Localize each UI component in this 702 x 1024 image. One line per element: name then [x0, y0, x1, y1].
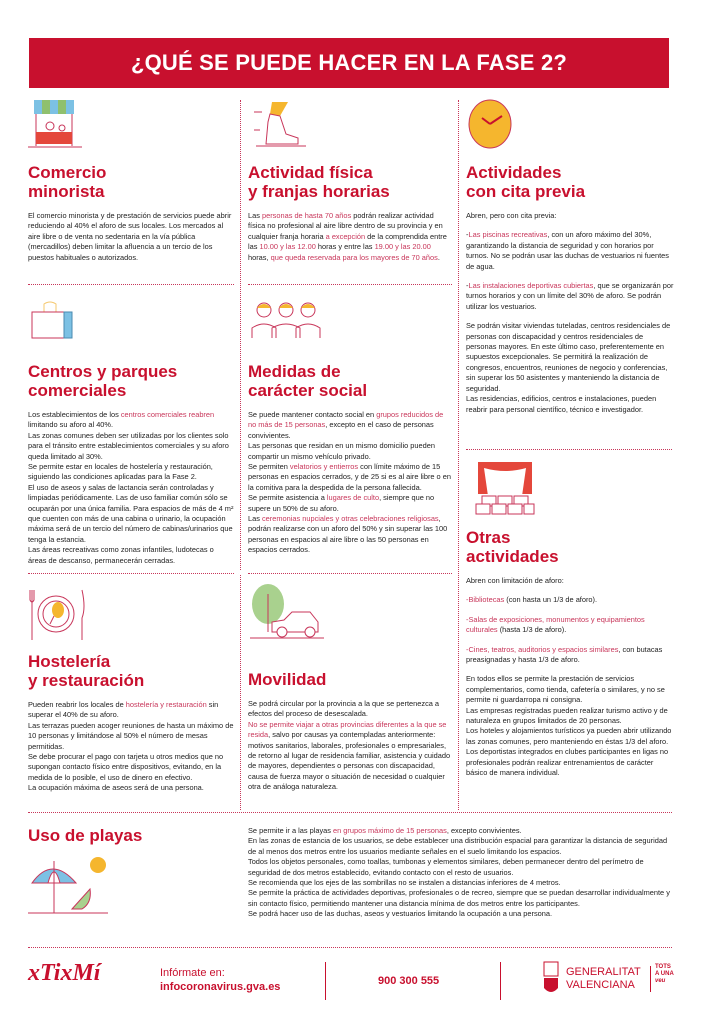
- section-body: Las residencias, edificios, centros e instalaciones, pueden reabrir para personal científico, técnico e investigador.: [466, 394, 657, 414]
- generalitat-logo: GENERALITAT VALENCIANA: [566, 966, 641, 991]
- clock-icon: [466, 98, 516, 150]
- section-title: Actividad física y franjas horarias: [248, 163, 390, 201]
- section-centros-comerciales: [28, 362, 234, 566]
- bullet-salas: -Salas de exposiciones, monumentos y equipamientos culturales (hasta 1/3 de aforo).: [466, 614, 645, 635]
- section-body: Las empresas registradas pueden realizar turismo activo y de naturaleza en grupos limitados de 20 personas.: [466, 705, 668, 726]
- section-title: Uso de playas: [28, 826, 143, 845]
- section-body: En todos ellos se permite la prestación de servicios complementarios, como tienda, cafetería o similares, y no se permite ni guardarropa ni consigna.: [466, 674, 665, 705]
- section-body: En las zonas de estancia de los usuarios, se debe establecer una distribución espacial para garantizar la distancia de seguridad de al menos dos metros entre los usuarios mediante señales en el suelo limitando los espacios.: [248, 836, 668, 856]
- section-body: Los deportistas integrados en clubes participantes en ligas no profesionales podrán realizar entrenamientos de carácter básico de manera individual.: [466, 747, 669, 778]
- section-body: Las áreas recreativas como zonas infantiles, ludotecas o áreas de descanso, permanecerán cerradas.: [28, 545, 214, 565]
- shopping-bag-icon: [30, 300, 74, 340]
- phone-number[interactable]: 900 300 555: [378, 975, 440, 987]
- section-body: Los hoteles y alojamientos turísticos ya pueden abrir utilizando las zonas comunes, pero manteniendo en éstas 1/3 del aforo.: [466, 726, 672, 746]
- xtixmi-logo: xTixMí: [28, 960, 101, 986]
- tots-a-una-veu-logo: TOTS A UNA veu: [655, 964, 674, 984]
- plate-cutlery-icon: [28, 588, 92, 642]
- bullet-piscinas: -Las piscinas recreativas, con un aforo máximo del 30%, garantizando la distancia de seguridad y con horarios por turnos. No se podrán usar las duchas de vestuarios ni fuentes de agua.: [466, 230, 669, 271]
- section-intro: Abren, pero con cita previa:: [466, 211, 557, 220]
- section-movilidad: [248, 670, 452, 793]
- info-link[interactable]: infocoronavirus.gva.es: [160, 981, 281, 993]
- section-body: No se permite viajar a otras provincias diferentes a la que se resida, salvo por causas ya contempladas anteriormente: motivos sanitarios, laborales, profesionales o empresariales, de retorno al lugar de residencia familiar, asistencia y cuidado de mayores, dependientes o personas con discapacidad, causa de fuerza mayor o situación de necesidad o cualquier otra de análoga naturaleza.: [248, 719, 451, 792]
- section-title: Actividades con cita previa: [466, 163, 586, 201]
- section-body: Las terrazas pueden acoger reuniones de hasta un máximo de 10 personas y limitándose al 50% el número de mesas permitidas.: [28, 720, 234, 751]
- section-title: Movilidad: [248, 670, 327, 689]
- section-body: Se podrá circular por la provincia a la que se pertenezca a efectos del proceso de desescalada.: [248, 699, 440, 719]
- section-medidas-sociales: [248, 362, 452, 556]
- section-body: Las ceremonias nupciales y otras celebraciones religiosas, podrán realizarse con un aforo del 50% y sin superar las 100 personas en espacios al aire libre o las 50 personas en espacios cerrados.: [248, 514, 448, 555]
- bullet-bibliotecas: -Bibliotecas (con hasta un 1/3 de aforo).: [466, 595, 598, 605]
- section-body: El comercio minorista y de prestación de servicios puede abrir reduciendo al 40% el aforo de sus locales. Los mercados al aire libre o de venta no sedentaria en la vía pública (mercadillos) deben limitar la afluencia a un tercio de los puestos habituales o autorizados.: [28, 211, 232, 262]
- section-playas-title: [28, 826, 228, 855]
- section-otras-actividades: [466, 528, 674, 779]
- gv-shield-icon: [542, 960, 560, 996]
- divider: [28, 947, 672, 948]
- section-body: Se podrán visitar viviendas tuteladas, centros residenciales de personas con discapacidad y centros residenciales de personas mayores. En este último caso, preferentemente en supuestos excepcionales. Se permitirá la realización de congresos, encuentros, reuniones de negocio y conferencias, sin superar los 50 asistentes y manteniendo la distancia de seguridad.: [466, 321, 671, 393]
- section-body: La ocupación máxima de aseos será de una persona.: [28, 783, 204, 793]
- section-comercio-minorista: [28, 163, 234, 263]
- footer-divider: [500, 962, 501, 1000]
- section-body: Todos los objetos personales, como toallas, tumbonas y elementos similares, deben permanecer dentro del perímetro de seguridad de dos metros establecido, evitando contacto con el resto de usuarios.: [248, 857, 644, 877]
- divider: [466, 449, 672, 450]
- section-cita-previa: [466, 163, 674, 415]
- divider: [248, 573, 452, 574]
- section-body: Las personas que residan en un mismo domicilio pueden compartir un mismo vehículo privado.: [248, 441, 435, 461]
- theater-icon: [472, 460, 536, 516]
- section-body: Se recomienda que los ejes de las sombrillas no se instalen a distancias inferiores de 4 metros.: [248, 878, 561, 888]
- section-hosteleria: [28, 652, 234, 794]
- car-tree-icon: [250, 582, 326, 642]
- section-body: Se debe procurar el pago con tarjeta u otros medios que no supongan contacto físico entre dispositivos, evitando, en la medida de lo posible, el uso de dinero en efectivo.: [28, 752, 224, 782]
- section-body: Los establecimientos de los centros comerciales reabren limitando su aforo al 40%.: [28, 410, 215, 430]
- divider: [28, 284, 234, 285]
- section-body: Se puede mantener contacto social en grupos reducidos de no más de 15 personas, excepto en el caso de personas convivientes.: [248, 410, 444, 440]
- section-title: Hostelería y restauración: [28, 652, 145, 690]
- section-body: Las personas de hasta 70 años podrán realizar actividad física no profesional al aire libre dentro de su provincia y en cualquier franja horaria a excepción de la comprendida entre las 10.00 y las 12.00 horas y entre las 19.00 y las 20.00 horas, que queda reservada para los mayores de 70 años.: [248, 211, 447, 262]
- section-body: Se permite asistencia a lugares de culto, siempre que no supere un 50% de su aforo.: [248, 493, 435, 513]
- beach-umbrella-icon: [28, 855, 110, 917]
- divider: [28, 812, 672, 813]
- section-body: Se permite la práctica de actividades deportivas, profesionales o de recreo, siempre que se puedan desarrollar individualmente y sin contacto físico, permitiendo mantener una distancia mínima de dos metros entre los participantes.: [248, 888, 670, 908]
- divider: [240, 100, 241, 570]
- divider: [458, 100, 459, 810]
- section-playas-body: [248, 826, 674, 920]
- section-body: El uso de aseos y salas de lactancia serán controladas y limpiadas periódicamente. Las de uso familiar común sólo se ocuparán por una única familia. Para espacios de más de 4 m² que cuenten con más de una cabina o urinario, la ocupación máxima será de un tercio del número de cabinas/urinarios que tenga la estancia.: [28, 482, 234, 544]
- divider: [240, 575, 241, 810]
- bullet-cines: -Cines, teatros, auditorios y espacios similares, con butacas preasignadas y hasta 1/3 de aforo.: [466, 644, 663, 665]
- section-title: Comercio minorista: [28, 163, 107, 201]
- section-actividad-fisica: [248, 163, 452, 263]
- running-shoe-icon: [250, 98, 310, 150]
- group-people-icon: [250, 300, 322, 340]
- section-intro: Abren con limitación de aforo:: [466, 576, 564, 585]
- divider: [28, 573, 234, 574]
- divider: [248, 284, 452, 285]
- section-body: Se permite ir a las playas en grupos máximo de 15 personas, excepto convivientes.: [248, 826, 522, 835]
- info-label: Infórmate en:: [160, 967, 225, 979]
- market-stall-icon: [28, 98, 84, 150]
- page-title: ¿QUÉ SE PUEDE HACER EN LA FASE 2?: [130, 50, 568, 75]
- section-body: Se permite estar en locales de hostelería y restauración, siguiendo las condiciones aplicadas para la Fase 2.: [28, 462, 213, 482]
- section-body: Se podrá hacer uso de las duchas, aseos y vestuarios limitando la ocupación a una persona.: [248, 909, 553, 919]
- logo-divider: [650, 966, 651, 992]
- footer-divider: [325, 962, 326, 1000]
- page-title-banner: [29, 38, 669, 88]
- section-body: Pueden reabrir los locales de hostelería y restauración sin superar el 40% de su aforo.: [28, 700, 219, 720]
- section-title: Medidas de carácter social: [248, 362, 368, 400]
- section-title: Otras actividades: [466, 528, 559, 566]
- section-title: Centros y parques comerciales: [28, 362, 178, 400]
- bullet-instalaciones: -Las instalaciones deportivas cubiertas, que se organizarán por turnos horarios y con un límite del 30% de aforo. Se podrán utilizar los vestuarios.: [466, 281, 674, 311]
- section-body: Se permiten velatorios y entierros con límite máximo de 15 personas en espacios cerrados, y de 25 si es al aire libre o en la comitiva para la despedida de la persona fallecida.: [248, 462, 451, 492]
- section-body: Las zonas comunes deben ser utilizadas por los clientes solo para el tránsito entre establecimientos comerciales y su aforo queda limitado al 30%.: [28, 430, 229, 461]
